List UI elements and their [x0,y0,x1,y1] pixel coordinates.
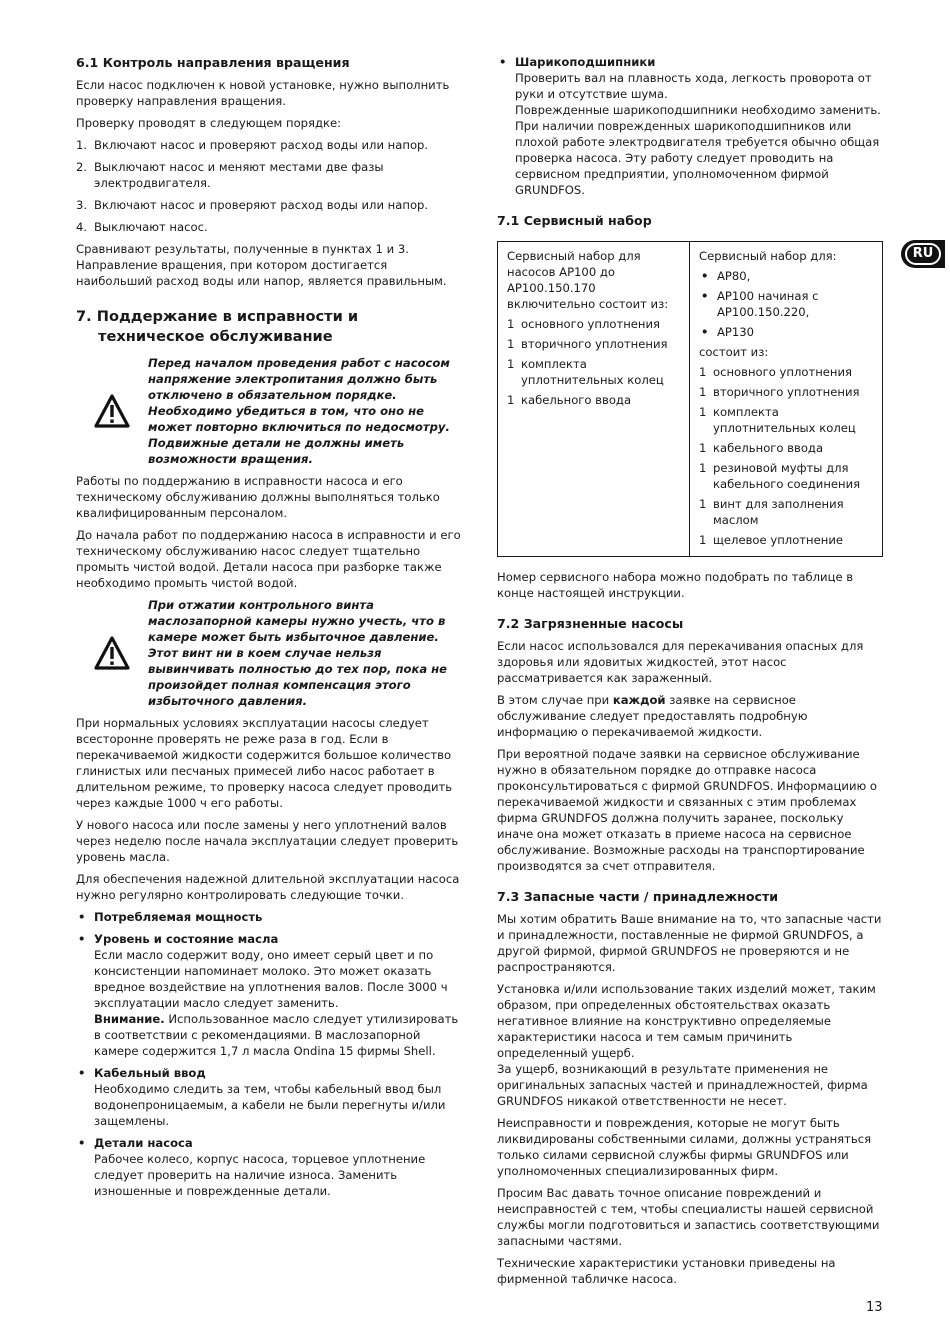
list-item: 2. Выключают насос и меняют местами две фазы электродвигателя. [76,160,384,190]
section-7-2-title: 7.2 Загрязненные насосы [497,616,684,631]
kit-item: 1 основного уплотнения [699,365,853,379]
paragraph: У нового насоса или после замены у него уплотнений валов через неделю после начала эксплуатации следует проверить уровень масла. [76,818,459,864]
paragraph: Работы по поддержанию в исправности насоса и его техническому обслуживанию должны выполняться только квалифицированным персоналом. [76,474,440,520]
kit-model: • AP80, [699,268,874,284]
kit-item: 1 основного уплотнения [507,317,661,331]
list-item: 1. Включают насос и проверяют расход воды или напор. [76,138,429,152]
section-7-title: 7. Поддержание в исправности и техническое обслуживание [76,308,359,345]
paragraph: Если насос подключен к новой установке, нужно выполнить проверку направления вращения. [76,78,450,108]
kit-item: 1 щелевое уплотнение [699,533,843,547]
warning-text: При отжатии контрольного винта маслозапорной камеры нужно учесть, что в камере может быть избыточное давление. Этот винт ни в коем случае нельзя вывинчивать полностью до тех пор, пока не произойдет полная компенсация этого избыточного давления. [148,598,448,708]
language-badge: RU [901,240,945,268]
paragraph: За ущерб, возникающий в результате применения не оригинальных запасных частей и принадлежностей, фирма GRUNDFOS никакой ответственности не несет. [497,1062,868,1108]
paragraph: В этом случае при каждой заявке на сервисное обслуживание следует предоставлять подробную информацию о перекачиваемой жидкости. [497,693,808,739]
list-item: • Шарикоподшипники Проверить вал на плавность хода, легкость проворота от руки и отсутствие шума. Поврежденные шарикоподшипники необходимо заменить. При наличии поврежденных шарикоподшипников или плохой работе электродвигателя требуется обычно общая проверка насоса. Эту работу следует проводить на сервисном предприятии, уполномоченном фирмой GRUNDFOS. [497,54,883,198]
paragraph: Мы хотим обратить Ваше внимание на то, что запасные части и принадлежности, поставленные не фирмой GRUNDFOS, а другой фирмой, фирмой GRUNDFOS не проверяются и не распространяются. [497,912,882,974]
kit-item: 1 кабельного ввода [507,393,632,407]
list-item: • Потребляемая мощность [76,909,464,925]
warning-text: Перед началом проведения работ с насосом напряжение электропитания должно быть отключено в обязательном порядке. Необходимо убедиться в том, что оно не может повторно включиться по недосмотру. Подвижные детали не должны иметь возможности вращения. [148,356,450,466]
warning-triangle-icon [76,393,148,429]
paragraph: Если насос использовался для перекачивания опасных для здоровья или ядовитых жидкостей, этот насос рассматривается как зараженный. [497,639,864,685]
section-6-1-title: 6.1 Контроль направления вращения [76,55,350,70]
service-kit-table [497,241,883,557]
steps-list [76,137,464,235]
kit-item: 1 вторичного уплотнения [699,385,860,399]
section-7-1-title: 7.1 Сервисный набор [497,213,652,228]
section-7-3-title: 7.3 Запасные части / принадлежности [497,889,779,904]
right-column [497,54,883,1293]
paragraph: Просим Вас давать точное описание повреждений и неисправностей с тем, чтобы специалисты нашей сервисной службы могли подготовиться и запастись соответствующими запасными частями. [497,1186,880,1248]
kit-item: 1 комплекта уплотнительных колец [507,357,664,387]
paragraph: Номер сервисного набора можно подобрать по таблице в конце настоящей инструкции. [497,570,854,600]
kit-item: 1 резиновой муфты для кабельного соединения [699,461,861,491]
paragraph: Проверку проводят в следующем порядке: [76,116,342,130]
checkpoints-list [76,909,464,1199]
paragraph: При нормальных условиях эксплуатации насосы следует всесторонне проверять не реже раза в год. Если в перекачиваемой жидкости содержится большое количество глинистых или песчаных примесей либо насос работает в длительном режиме, то проверку насоса следует проводить через каждые 1000 ч его работы. [76,716,453,810]
warning-block [76,355,464,467]
warning-triangle-icon [76,635,148,671]
paragraph: При вероятной подаче заявки на сервисное обслуживание нужно в обязательном порядке до отправке насоса проконсультироваться с фирмой GRUNDFOS. Информациию о перекачиваемой жидкости и связанных с этим проблемах фирма GRUNDFOS должна получить заранее, поскольку иначе она может отказать в приеме насоса на сервисное обслуживание. Возможные расходы на транспортирование производятся за счет отправителя. [497,747,878,873]
paragraph: Неисправности и повреждения, которые не могут быть ликвидированы собственными силами, должны устраняться только силами сервисной службы фирмы GRUNDFOS или уполномоченных специализированных фирм. [497,1116,872,1178]
paragraph: Для обеспечения надежной длительной эксплуатации насоса нужно регулярно контролировать следующие точки. [76,872,460,902]
paragraph: Сравнивают результаты, полученные в пунктах 1 и 3. Направление вращения, при котором достигается наибольший расход воды или напор, является правильным. [76,242,447,288]
kit-item: 1 винт для заполнения маслом [699,497,844,527]
list-item: • Кабельный ввод Необходимо следить за тем, чтобы кабельный ввод был водонепроницаемым, а кабели не были перегнуты и/или защемлены. [76,1065,464,1129]
page-number: 13 [866,1300,883,1315]
kit-item: 1 вторичного уплотнения [507,337,668,351]
kit-model: • AP130 [699,324,874,340]
list-item: 3. Включают насос и проверяют расход воды или напор. [76,198,429,212]
list-item: • Уровень и состояние масла Если масло содержит воду, оно имеет серый цвет и по консистенции напоминает молоко. Это может оказать вредное воздействие на уплотнения валов. После 3000 ч эксплуатации масло следует заменить. Внимание. Использованное масло следует утилизировать в соответствии с рекомендациями. В маслозапорной камере содержится 1,7 л масла Ondina 15 фирмы Shell. [76,931,464,1059]
checkpoints-list-continued [497,54,883,198]
kit-cell-ap80-ap130: Сервисный набор для: • AP80, • AP100 начиная с AP100.150.220, • AP130 состоит из: 1 основного уплотнения 1 вторичного уплотнения 1 комплекта уплотнительных колец 1 кабельного ввода 1 резиновой муфты для кабельного соединения 1 винт для заполнения маслом 1 щелевое уплотнение [690,242,882,556]
list-item: 4. Выключают насос. [76,220,208,234]
kit-item: 1 кабельного ввода [699,441,824,455]
warning-block [76,597,464,709]
paragraph: До начала работ по поддержанию насоса в исправности и его техническому обслуживанию насос следует тщательно промыть чистой водой. Детали насоса при разборке также необходимо промыть чистой водой. [76,528,461,590]
paragraph: Технические характеристики установки приведены на фирменной табличке насоса. [497,1256,836,1286]
kit-model: • AP100 начиная с AP100.150.220, [699,288,874,320]
list-item: • Детали насоса Рабочее колесо, корпус насоса, торцевое уплотнение следует проверить на наличие износа. Заменить изношенные и поврежденные детали. [76,1135,464,1199]
left-column [76,54,464,1205]
paragraph: Установка и/или использование таких изделий может, таким образом, при определенных обстоятельствах оказать негативное влияние на конструктивно определяемые характеристики насоса и тем самым причинить определенный ущерб. [497,982,876,1060]
kit-cell-ap100: Сервисный набор для насосов AP100 до AP100.150.170 включительно состоит из: 1 основного уплотнения 1 вторичного уплотнения 1 комплекта уплотнительных колец 1 кабельного ввода [498,242,690,556]
kit-item: 1 комплекта уплотнительных колец [699,405,856,435]
